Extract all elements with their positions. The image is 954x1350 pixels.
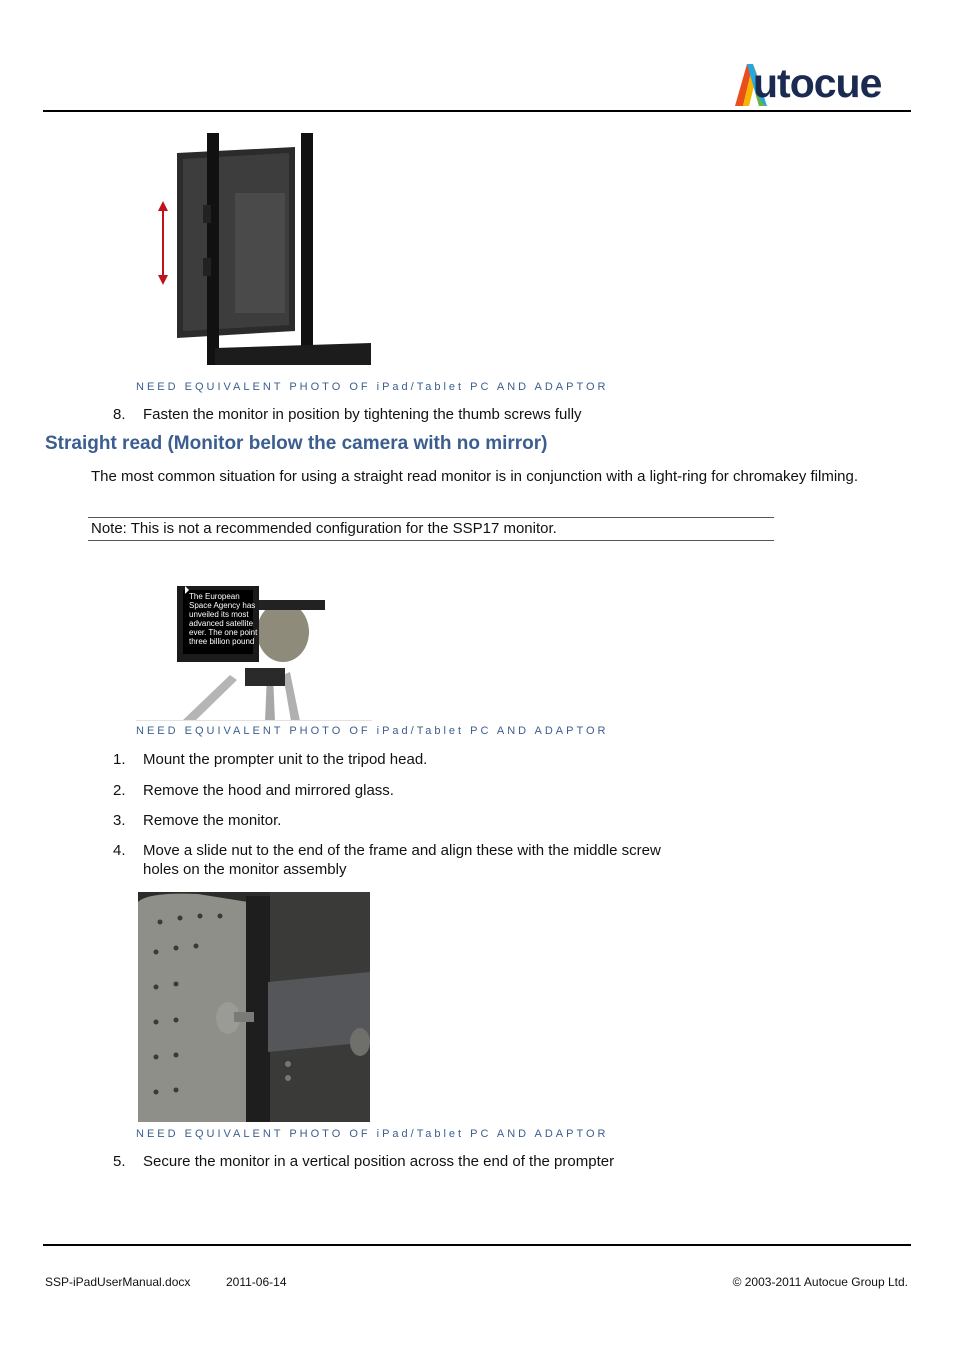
step-number: 3. — [113, 812, 126, 829]
note-text: Note: This is not a recommended configuration for the SSP17 monitor. — [91, 520, 557, 537]
note-box — [88, 517, 774, 541]
screen-line: ever. The one point — [189, 628, 258, 637]
slide-nut-photo — [138, 892, 370, 1122]
footer-date: 2011-06-14 — [226, 1275, 287, 1289]
step-text: Remove the hood and mirrored glass. — [143, 782, 394, 799]
screen-line: Space Agency has — [189, 601, 256, 610]
step-number: 5. — [113, 1153, 126, 1170]
footer-copyright: © 2003-2011 Autocue Group Ltd. — [732, 1275, 908, 1289]
step-number: 2. — [113, 782, 126, 799]
prompter-tripod-photo — [175, 580, 325, 721]
header-rule — [43, 110, 911, 112]
step-text-line2: holes on the monitor assembly — [143, 861, 347, 878]
photo-caption-2: NEED EQUIVALENT PHOTO OF iPad/Tablet PC AND ADAPTOR — [136, 725, 609, 737]
step-text: Secure the monitor in a vertical position across the end of the prompter — [143, 1153, 615, 1170]
step-number: 1. — [113, 751, 126, 768]
screen-line: unveiled its most — [189, 610, 249, 619]
photo-caption-3: NEED EQUIVALENT PHOTO OF iPad/Tablet PC AND ADAPTOR — [136, 1128, 609, 1140]
screen-line: advanced satellite — [189, 619, 254, 628]
logo-wordmark: utocue — [753, 60, 882, 106]
autocue-logo — [733, 62, 913, 108]
monitor-rail-photo — [155, 133, 371, 365]
screen-line: The European — [189, 592, 240, 601]
prompter-screen-text — [189, 592, 258, 646]
step-text: Fasten the monitor in position by tightening the thumb screws fully — [143, 406, 582, 423]
section-heading: Straight read (Monitor below the camera with no mirror) — [45, 433, 548, 454]
step-text: Remove the monitor. — [143, 812, 282, 829]
step-text: Mount the prompter unit to the tripod head. — [143, 751, 428, 768]
footer-rule — [43, 1244, 911, 1246]
step-number: 8. — [113, 406, 126, 423]
photo-caption-1: NEED EQUIVALENT PHOTO OF iPad/Tablet PC AND ADAPTOR — [136, 381, 609, 393]
photo-2-underline — [136, 720, 372, 721]
step-4-continued — [143, 861, 346, 878]
step-number: 4. — [113, 842, 126, 859]
screen-line: three billion pound — [189, 637, 255, 646]
footer-filename: SSP-iPadUserManual.docx — [45, 1275, 191, 1289]
step-text-line1: Move a slide nut to the end of the frame and align these with the middle screw — [143, 842, 661, 859]
section-paragraph: The most common situation for using a straight read monitor is in conjunction with a light-ring for chromakey filming. — [91, 468, 858, 485]
